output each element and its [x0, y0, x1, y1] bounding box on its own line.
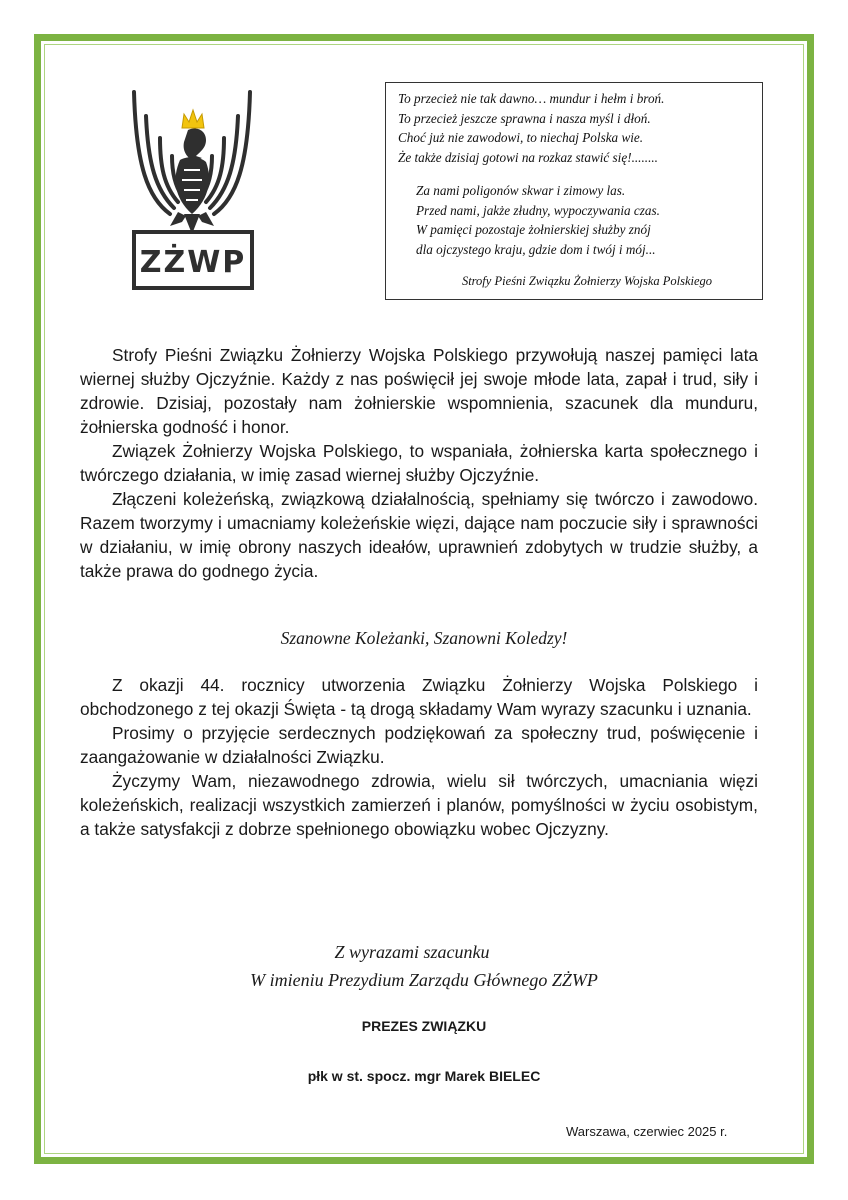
paragraph: Prosimy o przyjęcie serdecznych podziękowań za społeczny trud, poświęcenie i zaangażowanie w działalności Związku.	[80, 723, 758, 767]
paragraph: Strofy Pieśni Związku Żołnierzy Wojska Polskiego przywołują naszej pamięci lata wiernej służby Ojczyźnie. Każdy z nas poświęcił jej swoje młode lata, zapał i trud, siły i zdrowie. Dzisiaj, pozostały nam żołnierskie wspomnienia, szacunek dla munduru, żołnierska godność i honor.	[80, 345, 758, 437]
signature-title: PREZES ZWIĄZKU	[361, 1018, 487, 1034]
paragraph: Życzymy Wam, niezawodnego zdrowia, wielu sił twórczych, umacniania więzi koleżeńskich, realizacji wszystkich zamierzeń i planów, pomyślności w życiu osobistym, a także satysfakcji z dobrze spełnionego obowiązku wobec Ojczyzny.	[80, 771, 758, 839]
poem-stanza-1	[398, 89, 664, 167]
zzwp-logo	[130, 86, 254, 292]
signature-name: płk w st. spocz. mgr Marek BIELEC	[307, 1068, 541, 1084]
poem-line: Że także dzisiaj gotowi na rozkaz stawić się!........	[398, 149, 658, 165]
closing-line-1: Z wyrazami szacunku	[334, 942, 490, 962]
poem-line: dla ojczystego kraju, gdzie dom i twój i mój...	[416, 241, 656, 257]
poem-line: Choć już nie zawodowi, to niechaj Polska wie.	[398, 130, 644, 145]
closing	[0, 938, 848, 994]
poem-line: To przecież jeszcze sprawna i nasza myśl i dłoń.	[398, 110, 651, 126]
poem-line: W pamięci pozostaje żołnierskiej służby znój	[416, 222, 651, 237]
eagle-emblem-icon	[130, 86, 254, 292]
poem-source: Strofy Pieśni Związku Żołnierzy Wojska Polskiego	[461, 274, 713, 288]
poem-line: To przecież nie tak dawno… mundur i hełm i broń.	[398, 91, 665, 106]
paragraph: Złączeni koleżeńską, związkową działalnością, spełniamy się twórczo i zawodowo. Razem tworzymy i umacniamy koleżeńskie więzi, dające nam poczucie siły i sprawności w działaniu, w imię obrony naszych ideałów, uprawnień zdobytych w trudzie służby, a także prawa do godnego życia.	[80, 489, 758, 581]
poem-line: Za nami poligonów skwar i zimowy las.	[416, 183, 626, 198]
place-date: Warszawa, czerwiec 2025 r.	[566, 1124, 728, 1139]
logo-text: ZŻWP	[139, 245, 247, 280]
paragraph: Związek Żołnierzy Wojska Polskiego, to wspaniała, żołnierska karta społecznego i twórczego działania, w imię zasad wiernej służby Ojczyźnie.	[80, 441, 758, 485]
wishes-paragraphs	[80, 673, 758, 841]
paragraph: Z okazji 44. rocznicy utworzenia Związku Żołnierzy Wojska Polskiego i obchodzonego z tej okazji Święta - tą drogą składamy Wam wyrazy szacunku i uznania.	[80, 675, 758, 719]
closing-line-2: W imieniu Prezydium Zarządu Głównego ZŻWP	[250, 970, 598, 990]
poem-line: Przed nami, jakże złudny, wypoczywania czas.	[416, 202, 660, 218]
greeting: Szanowne Koleżanki, Szanowni Koledzy!	[280, 628, 568, 648]
poem-stanza-2	[416, 181, 660, 259]
poem-box	[385, 82, 763, 300]
intro-paragraphs	[80, 343, 758, 583]
